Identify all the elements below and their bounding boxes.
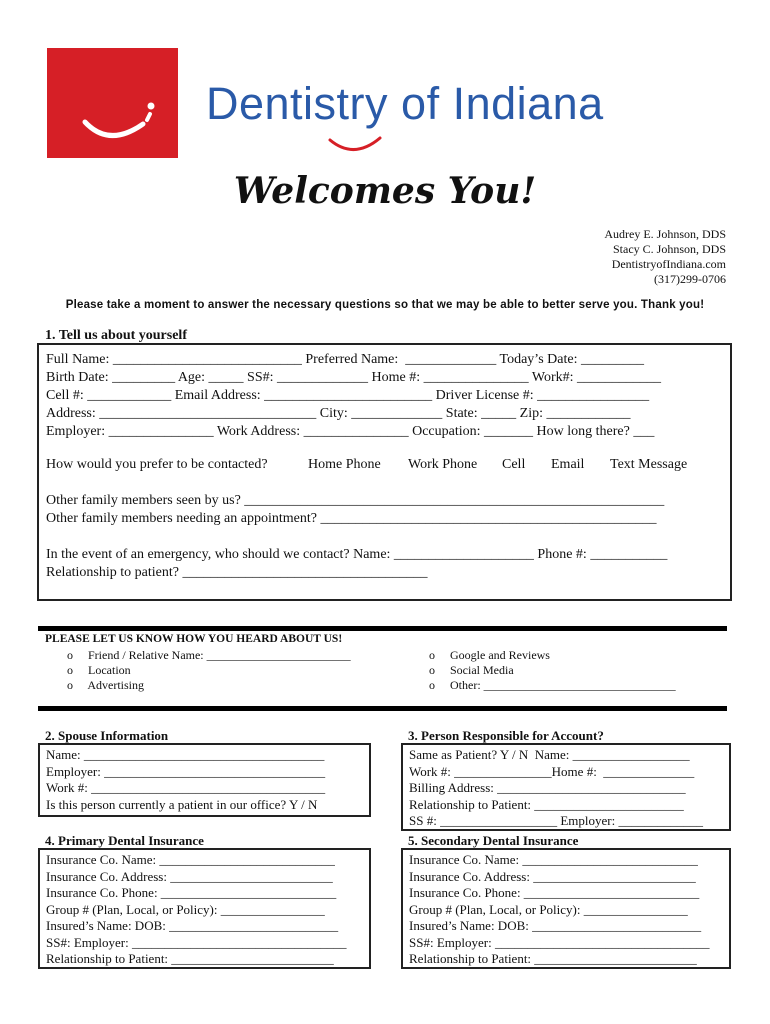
family-fields — [46, 492, 664, 528]
form-line[interactable]: Relationship to patient? ___________________________________ — [46, 565, 428, 580]
form-line[interactable]: Group # (Plan, Local, or Policy): ________________ — [46, 901, 325, 917]
form-line[interactable]: SS#: Employer: _________________________________ — [46, 934, 347, 950]
section-3-title: 3. Person Responsible for Account? — [408, 728, 604, 743]
form-line[interactable]: Insured’s Name: DOB: __________________________ — [46, 918, 339, 933]
form-line[interactable]: Birth Date: _________ Age: _____ SS#: _____________ Home #: _______________ Work#: ____________ — [46, 370, 661, 385]
heard-option[interactable]: Location — [88, 663, 131, 677]
phone: (317)299-0706 — [654, 272, 726, 286]
form-line[interactable]: Insurance Co. Name: ___________________________ — [409, 852, 698, 867]
form-line[interactable]: Insurance Co. Address: _________________________ — [409, 868, 696, 884]
intro-text: Please take a moment to answer the necessary questions so that we may be able to better serve you. Thank you! — [65, 299, 705, 311]
heard-option[interactable]: Social Media — [450, 663, 514, 677]
brand-smile-icon — [326, 130, 386, 160]
section-5-box — [401, 848, 731, 969]
section-2-box — [38, 743, 371, 817]
form-line[interactable]: Same as Patient? Y / N Name: __________________ — [409, 747, 690, 762]
website: DentistryofIndiana.com — [611, 257, 726, 271]
heard-option[interactable]: Other: ________________________________ — [450, 678, 676, 692]
heard-option[interactable]: Advertising — [87, 678, 145, 692]
contact-option-email[interactable]: Email — [551, 457, 585, 472]
divider — [38, 626, 727, 631]
heard-right-list — [429, 648, 676, 693]
logo-mark — [47, 48, 178, 158]
form-line[interactable]: Name: _____________________________________ — [46, 747, 325, 762]
section-4-title: 4. Primary Dental Insurance — [45, 833, 204, 848]
form-line[interactable]: Insurance Co. Phone: ___________________________ — [46, 885, 337, 900]
contact-option-cell[interactable]: Cell — [502, 457, 526, 472]
form-line[interactable]: Is this person currently a patient in our office? Y / N — [46, 796, 318, 812]
heard-left-list — [67, 648, 351, 693]
form-line[interactable]: Work #: _______________Home #: ______________ — [409, 763, 695, 779]
form-line[interactable]: Insurance Co. Address: _________________________ — [46, 868, 333, 884]
welcome-heading: Welcomes You! — [233, 170, 537, 212]
emergency-fields — [46, 546, 667, 582]
heard-option[interactable]: Friend / Relative Name: ________________________ — [88, 648, 351, 662]
personal-fields — [46, 351, 661, 441]
form-line[interactable]: Work #: ____________________________________ — [46, 780, 326, 795]
form-line[interactable]: Full Name: ___________________________ Preferred Name: _____________ Today’s Date: _________ — [46, 352, 644, 367]
section-2-title: 2. Spouse Information — [45, 728, 169, 743]
bullet-icon: o — [67, 648, 73, 662]
form-line[interactable]: Billing Address: _____________________________ — [409, 780, 686, 795]
form-line[interactable]: Employer: _______________ Work Address: _______________ Occupation: _______ How long there? ___ — [46, 424, 655, 439]
bullet-icon: o — [429, 663, 435, 677]
heard-option[interactable]: Google and Reviews — [450, 648, 550, 662]
form-line[interactable]: Relationship to Patient: _______________________ — [409, 796, 684, 812]
bullet-icon: o — [429, 648, 435, 662]
doctor-name: Stacy C. Johnson, DDS — [612, 242, 726, 256]
bullet-icon: o — [429, 678, 435, 692]
form-line[interactable]: Group # (Plan, Local, or Policy): ________________ — [409, 901, 688, 917]
form-line[interactable]: Insurance Co. Name: ___________________________ — [46, 852, 335, 867]
contact-option-home[interactable]: Home Phone — [308, 457, 381, 472]
contact-question: How would you prefer to be contacted? — [46, 457, 268, 472]
form-line[interactable]: Other family members seen by us? ____________________________________________________________ — [46, 493, 665, 508]
section-3-box — [401, 743, 731, 831]
form-line[interactable]: Employer: __________________________________ — [46, 763, 326, 779]
smile-icon — [47, 48, 178, 158]
section-4-box — [38, 848, 371, 969]
form-line[interactable]: Relationship to Patient: _________________________ — [46, 951, 334, 966]
form-line[interactable]: In the event of an emergency, who should we contact? Name: ____________________ Phone #: ___________ — [46, 547, 668, 562]
section-5-title: 5. Secondary Dental Insurance — [408, 833, 579, 848]
contact-option-text[interactable]: Text Message — [610, 457, 688, 472]
divider — [38, 706, 727, 711]
section-1-title: 1. Tell us about yourself — [45, 328, 187, 343]
form-line[interactable]: SS #: __________________ Employer: _____________ — [409, 813, 703, 828]
brand-name: Dentistry of Indiana — [206, 78, 604, 129]
section-1-box — [37, 343, 732, 601]
form-line[interactable]: Insurance Co. Phone: ___________________________ — [409, 885, 700, 900]
form-line[interactable]: Address: _______________________________ City: _____________ State: _____ Zip: ____________ — [46, 406, 631, 421]
bullet-icon: o — [67, 663, 73, 677]
heard-title: PLEASE LET US KNOW HOW YOU HEARD ABOUT US! — [45, 633, 343, 645]
doctor-name: Audrey E. Johnson, DDS — [604, 227, 726, 241]
form-line[interactable]: Insured’s Name: DOB: __________________________ — [409, 918, 702, 933]
form-line[interactable]: Other family members needing an appointment? ________________________________________________ — [46, 511, 657, 526]
contact-option-work[interactable]: Work Phone — [408, 457, 478, 472]
form-line[interactable]: Cell #: ____________ Email Address: ________________________ Driver License #: ________________ — [46, 388, 650, 403]
bullet-icon: o — [67, 678, 73, 692]
form-line[interactable]: Relationship to Patient: _________________________ — [409, 951, 697, 966]
doctor-info — [604, 227, 726, 287]
form-line[interactable]: SS#: Employer: _________________________________ — [409, 934, 710, 950]
